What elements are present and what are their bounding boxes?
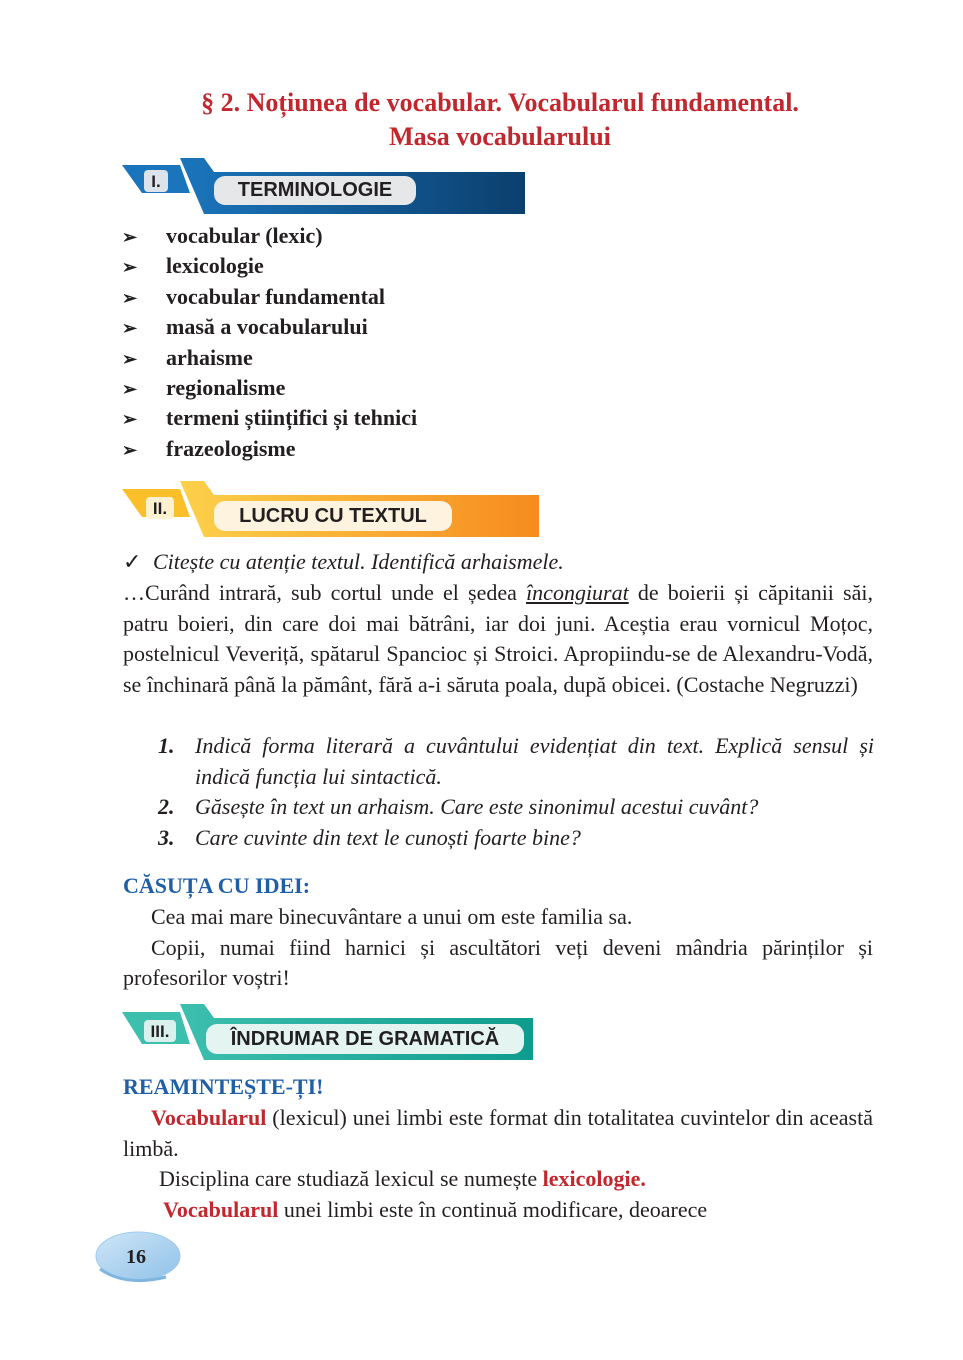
ideas-heading: CĂSUȚA CU IDEI: — [123, 873, 311, 898]
checkmark-icon: ✓ — [123, 549, 142, 574]
section-number-2: II. — [152, 499, 168, 518]
reminder-text — [123, 1103, 873, 1225]
section-number-1: I. — [151, 172, 161, 191]
question-item: 3. Care cuvinte din text le cunoști foarte bine? — [158, 824, 581, 850]
list-item: ➢ termeni științifici și tehnici — [122, 403, 417, 433]
section-banner-grammar — [122, 1004, 534, 1060]
reminder-paragraph-2: Disciplina care studiază lexicul se numește lexicologie. — [159, 1166, 646, 1191]
question-item: 2. Găsește în text un arhaism. Care este sinonimul acestui cuvânt? — [158, 794, 759, 819]
question-item: 1. Indică forma literară a cuvântului evidențiat din text. Explică sensul și indică funcția lui sintactică. — [158, 733, 874, 789]
ideas-paragraph-2: Copii, numai fiind harnici și ascultători veți deveni mândria părinților și profesorilor voștri! — [123, 934, 873, 990]
list-item: ➢ masă a vocabularului — [122, 312, 417, 342]
section-number-3: III. — [150, 1022, 170, 1041]
reading-instruction: ✓ Citește cu atenție textul. Identifică arhaismele. — [123, 547, 873, 578]
arrow-bullet-icon: ➢ — [122, 409, 138, 430]
arrow-bullet-icon: ➢ — [122, 257, 138, 278]
list-item: ➢ vocabular fundamental — [122, 282, 417, 312]
reminder-paragraph-1: Vocabularul (lexicul) unei limbi este format din totalitatea cuvintelor din această limbă. — [123, 1105, 873, 1161]
section-label-text-work: LUCRU CU TEXTUL — [239, 505, 427, 527]
section-banner-text-work — [122, 481, 540, 537]
arrow-bullet-icon: ➢ — [122, 318, 138, 339]
arrow-bullet-icon: ➢ — [122, 439, 138, 460]
section-banner-terminology — [122, 158, 526, 214]
terminology-list — [122, 221, 417, 464]
section-label-terminology: TERMINOLOGIE — [237, 179, 393, 201]
reading-passage — [123, 578, 873, 700]
ideas-text — [123, 902, 873, 994]
passage-text-start: …Curând intrară, sub cortul unde el ședea — [123, 580, 527, 605]
question-list — [158, 731, 874, 853]
passage-text-end: de boierii și căpitanii săi, patru boieri, din care doi mai bătrâni, iar doi juni. Aceștia erau vornicul Moțoc, postelnicul Veveriță, spătarul Spancioc și Stroici. Apropiindu-se de Alexandru-Vodă, se închinară până la pământ, fără a-i săruta poala, după obicei. (Costache Negruzzi) — [123, 580, 873, 697]
lesson-title-line1: § 2. Noțiunea de vocabular. Vocabularul fundamental. — [201, 88, 799, 117]
list-item: ➢ arhaisme — [122, 343, 417, 373]
section-label-grammar: ÎNDRUMAR DE GRAMATICĂ — [230, 1028, 500, 1050]
arrow-bullet-icon: ➢ — [122, 287, 138, 308]
reminder-paragraph-3: Vocabularul unei limbi este în continuă modificare, deoarece — [163, 1196, 708, 1222]
list-item: ➢ regionalisme — [122, 373, 417, 403]
lesson-title-line2: Masa vocabularului — [389, 122, 611, 151]
ideas-paragraph-1: Cea mai mare binecuvântare a unui om este familia sa. — [151, 904, 633, 929]
page-number: 16 — [126, 1246, 146, 1268]
highlighted-word: încongiurat — [526, 580, 629, 605]
lesson-title — [100, 86, 900, 154]
list-item: ➢ vocabular (lexic) — [122, 221, 417, 251]
reminder-heading: REAMINTEȘTE-ȚI! — [123, 1074, 324, 1099]
arrow-bullet-icon: ➢ — [122, 227, 138, 247]
arrow-bullet-icon: ➢ — [122, 348, 138, 369]
arrow-bullet-icon: ➢ — [122, 378, 138, 399]
list-item: ➢ frazeologisme — [122, 434, 417, 464]
list-item: ➢ lexicologie — [122, 251, 417, 281]
